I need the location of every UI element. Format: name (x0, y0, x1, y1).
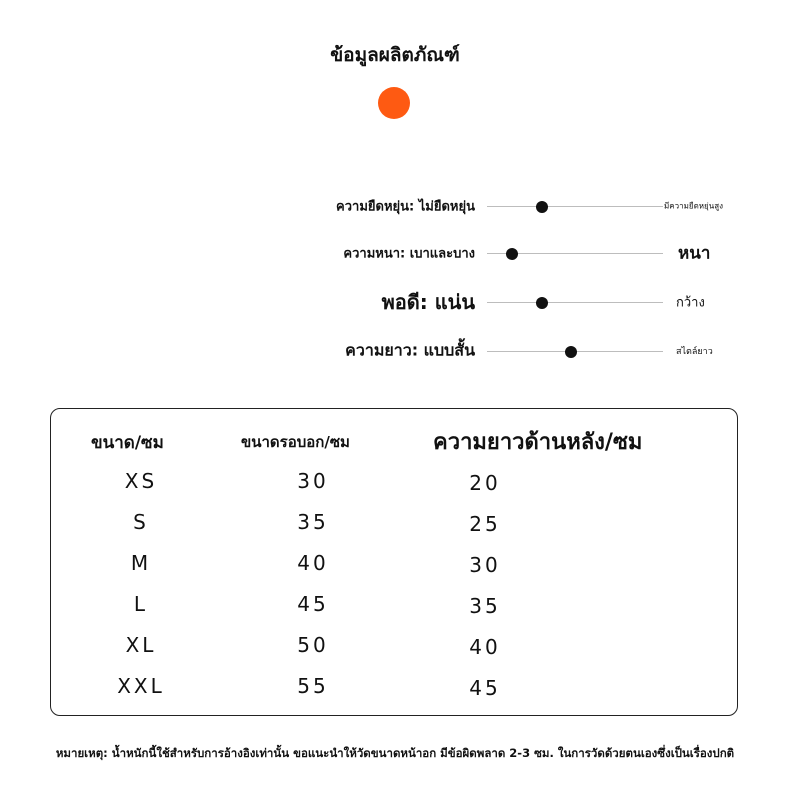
slider-thickness (0, 238, 790, 268)
slider-fit (0, 287, 790, 317)
cell-size: XXL (117, 674, 165, 698)
slider-end-label-length: สไตล์ยาว (676, 347, 713, 357)
slider-label-elasticity: ความยืดหยุ่น: ไม่ยืดหยุ่น (336, 199, 475, 215)
header-size: ขนาด/ซม (91, 433, 164, 453)
cell-size: L (133, 592, 149, 616)
cell-size: M (130, 551, 152, 575)
slider-end-label-elasticity: มีความยืดหยุ่นสูง (664, 201, 723, 211)
cell-chest: 45 (297, 592, 329, 616)
cell-back-length: 25 (469, 512, 501, 536)
page-title: ข้อมูลผลิตภัณฑ์ (330, 44, 460, 66)
cell-size: S (133, 510, 149, 534)
slider-label-fit: พอดี: แน่น (381, 290, 475, 314)
slider-knob (506, 248, 518, 260)
cell-chest: 55 (297, 674, 329, 698)
cell-back-length: 30 (469, 553, 501, 577)
cell-back-length: 40 (469, 635, 501, 659)
cell-back-length: 35 (469, 594, 501, 618)
slider-track (487, 351, 663, 352)
cell-size: XL (125, 633, 157, 657)
slider-end-label-fit: กว้าง (676, 295, 705, 311)
accent-dot (378, 87, 410, 119)
cell-chest: 35 (297, 510, 329, 534)
footnote: หมายเหตุ: น้ำหนักนี้ใช้สำหรับการอ้างอิงเท่านั้น ขอแนะนำให้วัดขนาดหน้าอก มีข้อผิดพลาด 2-3 ซม. ในการวัดด้วยตนเองซึ่งเป็นเรื่องปกติ (55, 746, 735, 760)
slider-track (487, 253, 663, 254)
header-back-length: ความยาวด้านหลัง/ซม (433, 430, 643, 455)
cell-back-length: 45 (469, 676, 501, 700)
slider-track (487, 206, 663, 207)
slider-knob (536, 297, 548, 309)
cell-chest: 50 (297, 633, 329, 657)
slider-knob (565, 346, 577, 358)
slider-elasticity (0, 191, 790, 221)
header-chest: ขนาดรอบอก/ซม (241, 433, 350, 451)
slider-knob (536, 201, 548, 213)
cell-size: XS (124, 469, 158, 493)
cell-back-length: 20 (469, 471, 501, 495)
slider-end-label-thickness: หนา (678, 243, 711, 264)
cell-chest: 40 (297, 551, 329, 575)
slider-track (487, 302, 663, 303)
slider-length (0, 336, 790, 366)
size-table (50, 408, 738, 716)
slider-label-length: ความยาว: แบบสั้น (345, 340, 475, 360)
slider-label-thickness: ความหนา: เบาและบาง (343, 246, 475, 262)
cell-chest: 30 (297, 469, 329, 493)
